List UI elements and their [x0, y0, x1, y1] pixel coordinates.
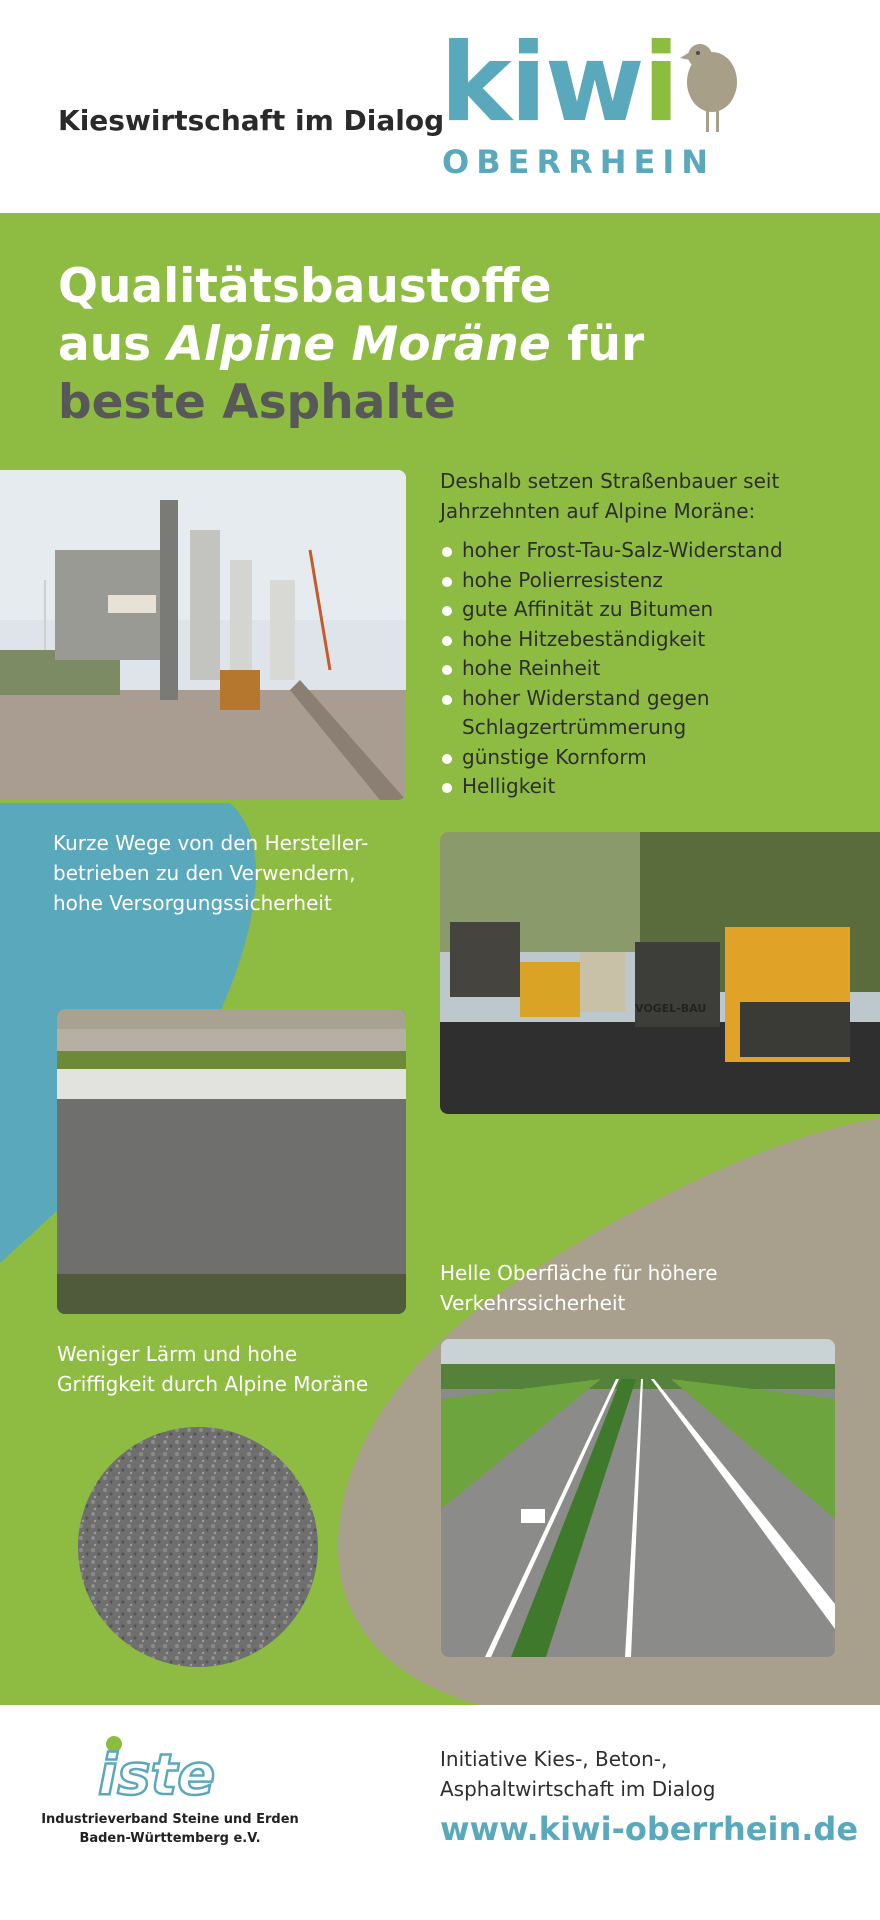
association-line2: Baden-Württemberg e.V.	[79, 1831, 261, 1846]
caption-short-ways: Kurze Wege von den Hersteller-betrieben zu den Verwendern, hohe Versorgungssicherheit	[53, 831, 369, 915]
title-line1: Qualitätsbaustoffe	[58, 259, 552, 314]
website-link[interactable]: www.kiwi-oberrhein.de	[440, 1810, 859, 1848]
bullet-item: hoher Widerstand gegen Schlagzertrümmerung	[440, 684, 860, 743]
asphalt-plant-photo	[0, 470, 406, 800]
bullet-item: hohe Polierresistenz	[440, 566, 860, 596]
tagline: Kieswirtschaft im Dialog	[58, 104, 445, 137]
paver-brand-label: VOGEL-BAU	[635, 1002, 707, 1015]
intro-text: Deshalb setzen Straßenbauer seit Jahrzehnten auf Alpine Moräne:	[440, 469, 780, 523]
caption-bright-surface: Helle Oberfläche für höhere Verkehrssicherheit	[440, 1261, 718, 1315]
initiative-line1: Initiative Kies-, Beton-,	[440, 1747, 668, 1771]
page-title	[58, 258, 644, 432]
logo-part2: i	[642, 21, 678, 146]
bullet-item: hoher Frost-Tau-Salz-Widerstand	[440, 536, 860, 566]
bullet-item: gute Affinität zu Bitumen	[440, 595, 860, 625]
asphalt-texture-photo	[78, 1427, 318, 1667]
bullet-item: hohe Hitzebeständigkeit	[440, 625, 860, 655]
initiative-text	[440, 1744, 715, 1804]
kiwi-bird-icon	[680, 40, 740, 135]
title-line2-prefix: aus	[58, 317, 168, 372]
iste-logo-text: iste	[98, 1743, 216, 1802]
bullet-item: hohe Reinheit	[440, 654, 860, 684]
bullet-list	[440, 536, 860, 802]
title-line3: beste Asphalte	[58, 375, 456, 430]
title-line2-em: Alpine Moräne	[167, 317, 551, 372]
kiwi-logo	[440, 21, 678, 146]
initiative-line2: Asphaltwirtschaft im Dialog	[440, 1777, 716, 1801]
logo-part1: kiw	[440, 21, 643, 146]
highway-photo	[441, 1339, 835, 1657]
association-name	[40, 1810, 300, 1848]
iste-logo	[98, 1736, 248, 1802]
bullet-item: Helligkeit	[440, 772, 860, 802]
caption-less-noise: Weniger Lärm und hohe Griffigkeit durch Alpine Moräne	[57, 1342, 369, 1396]
roundabout-photo	[57, 1009, 406, 1314]
title-line2	[58, 316, 644, 374]
association-line1: Industrieverband Steine und Erden	[41, 1812, 299, 1827]
title-line2-suffix: für	[550, 317, 645, 372]
logo-region: OBERRHEIN	[442, 143, 716, 181]
paving-machines-photo	[440, 832, 880, 1114]
bullet-item: günstige Kornform	[440, 743, 860, 773]
